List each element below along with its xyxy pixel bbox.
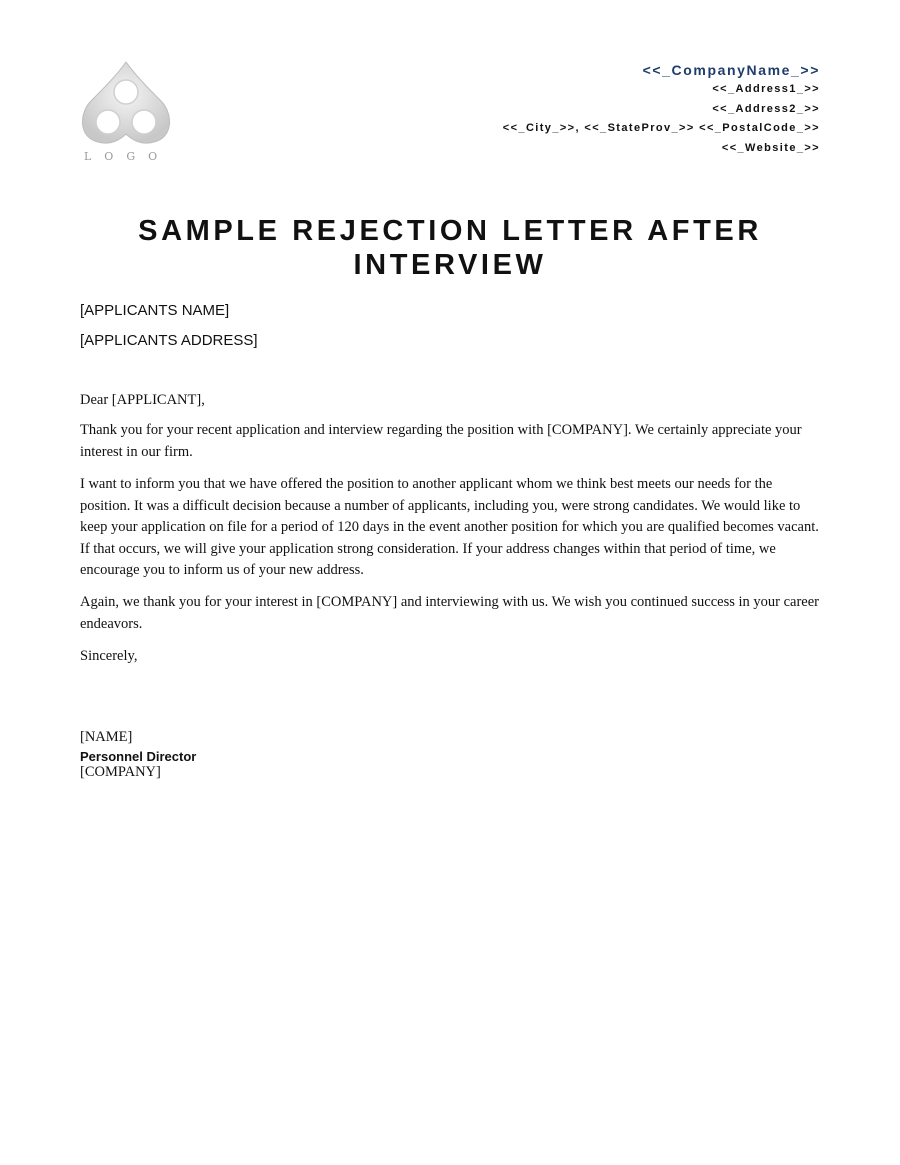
letter-greeting: Dear [APPLICANT], <box>80 392 205 408</box>
logo-emblem-icon <box>80 58 180 153</box>
applicant-address: [APPLICANTS ADDRESS] <box>80 332 258 349</box>
company-name: <<_CompanyName_>> <box>642 62 820 78</box>
logo-text: LOGO <box>84 150 171 163</box>
signature-company: [COMPANY] <box>80 764 161 780</box>
letter-paragraph-2: I want to inform you that we have offered the position to another applicant whom we think best meets our needs for the position. It was a difficult decision because a number of applicants, including you, were strong candidates. We would like to keep your application on file for a period of 120 days in the event another position for which you are qualified becomes vacant. If that occurs, we will give your application strong consideration. If your address changes within that period of time, we encourage you to inform us of your new address. <box>80 476 819 578</box>
signature-name: [NAME] <box>80 729 133 745</box>
page-title: SAMPLE REJECTION LETTER AFTER INTERVIEW <box>138 215 762 281</box>
signature-title: Personnel Director <box>80 749 197 764</box>
company-address-block <box>503 60 820 158</box>
company-city-line: <<_City_>>, <<_StateProv_>> <<_PostalCode_>> <box>502 122 820 134</box>
letter-paragraph-1: Thank you for your recent application and interview regarding the position with [COMPANY]. We certainly appreciate your interest in our firm. <box>80 422 802 460</box>
letter-closing: Sincerely, <box>80 648 138 664</box>
letter-paragraph-3: Again, we thank you for your interest in [COMPANY] and interviewing with us. We wish you continued success in your career endeavors. <box>80 594 819 632</box>
company-address2: <<_Address2_>> <box>712 102 820 115</box>
company-logo <box>80 58 180 170</box>
company-website: <<_Website_>> <box>721 141 820 154</box>
applicant-name: [APPLICANTS NAME] <box>80 302 230 319</box>
company-address1: <<_Address1_>> <box>712 83 820 95</box>
